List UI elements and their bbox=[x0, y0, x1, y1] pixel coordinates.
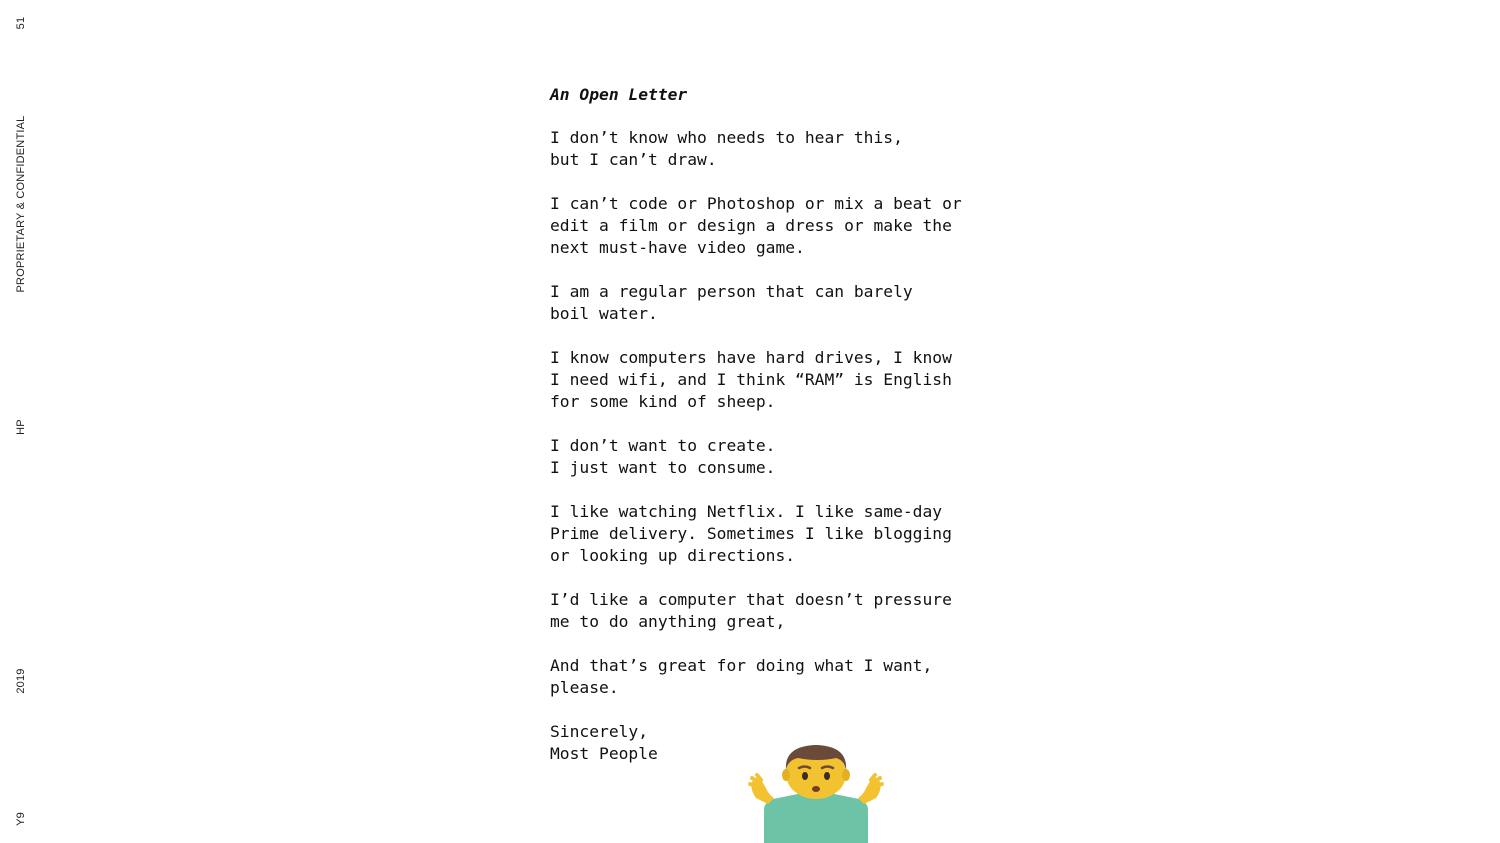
document-code-label: Y9 bbox=[15, 812, 27, 826]
page-number: 51 bbox=[15, 16, 27, 30]
letter-paragraph bbox=[550, 655, 970, 699]
letter-line: I’d like a computer that doesn’t pressure bbox=[550, 590, 952, 609]
letter-paragraph bbox=[550, 435, 970, 479]
letter-paragraph bbox=[550, 281, 970, 325]
letter-line: please. bbox=[550, 678, 619, 697]
company-label: HP bbox=[15, 419, 27, 435]
mouth-shape bbox=[812, 786, 820, 792]
letter-line: edit a film or design a dress or make the bbox=[550, 216, 952, 235]
letter-line: but I can’t draw. bbox=[550, 150, 717, 169]
letter-line: And that’s great for doing what I want, bbox=[550, 656, 933, 675]
letter-signature: Most People bbox=[550, 744, 658, 763]
letter-title: An Open Letter bbox=[550, 85, 688, 104]
left-eye-shape bbox=[802, 772, 808, 780]
open-letter bbox=[550, 84, 970, 787]
letter-line: I don’t want to create. bbox=[550, 436, 776, 455]
letter-line: I don’t know who needs to hear this, bbox=[550, 128, 903, 147]
letter-line: boil water. bbox=[550, 304, 658, 323]
letter-paragraph bbox=[550, 589, 970, 633]
right-eye-shape bbox=[824, 772, 830, 780]
shirt-shape bbox=[764, 794, 868, 843]
letter-line: I know computers have hard drives, I know bbox=[550, 348, 952, 367]
letter-line: or looking up directions. bbox=[550, 546, 796, 565]
letter-line: next must-have video game. bbox=[550, 238, 805, 257]
letter-line: me to do anything great, bbox=[550, 612, 786, 631]
right-ear-shape bbox=[842, 769, 850, 781]
letter-paragraph bbox=[550, 347, 970, 413]
person-shrugging-icon bbox=[748, 742, 884, 843]
letter-line: Prime delivery. Sometimes I like blogging bbox=[550, 524, 952, 543]
letter-line: I need wifi, and I think “RAM” is English bbox=[550, 370, 952, 389]
letter-line: I can’t code or Photoshop or mix a beat or bbox=[550, 194, 962, 213]
year-label: 2019 bbox=[15, 668, 27, 694]
left-ear-shape bbox=[782, 769, 790, 781]
letter-line: I am a regular person that can barely bbox=[550, 282, 913, 301]
confidential-label: PROPRIETARY & CONFIDENTIAL bbox=[15, 115, 27, 293]
letter-signoff-line: Sincerely, bbox=[550, 722, 649, 741]
letter-paragraph bbox=[550, 501, 970, 567]
letter-line: for some kind of sheep. bbox=[550, 392, 776, 411]
letter-paragraph bbox=[550, 127, 970, 171]
letter-line: I just want to consume. bbox=[550, 458, 776, 477]
letter-paragraph bbox=[550, 193, 970, 259]
letter-line: I like watching Netflix. I like same-day bbox=[550, 502, 943, 521]
